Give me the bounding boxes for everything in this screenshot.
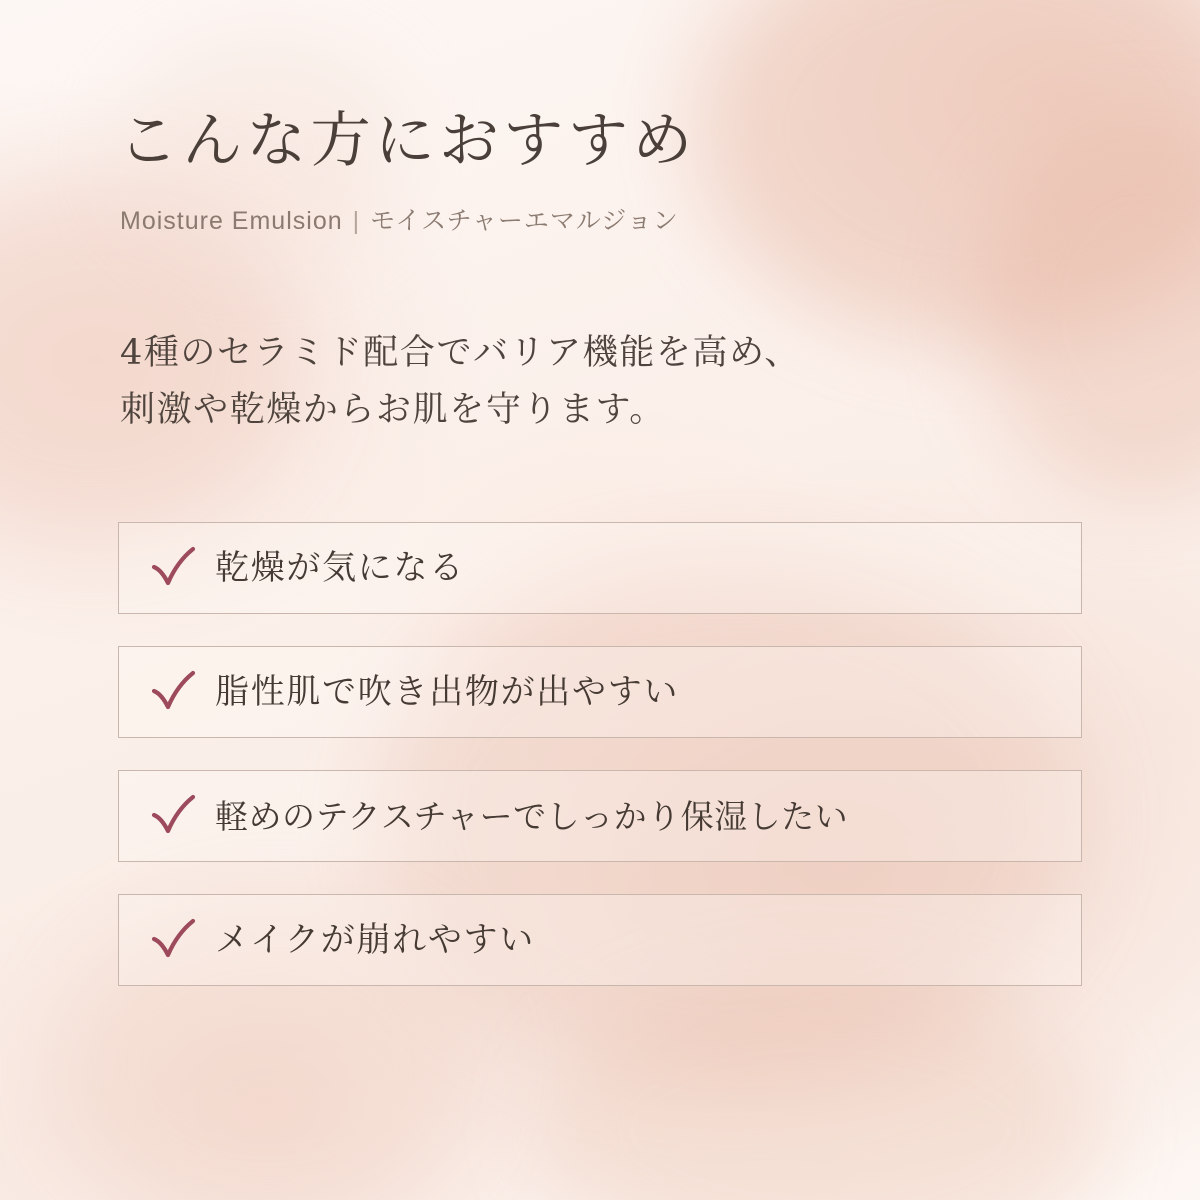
list-item[interactable] — [118, 522, 1082, 614]
check-icon — [147, 666, 199, 718]
list-item-label: メイクが崩れやすい — [215, 920, 535, 961]
list-item[interactable] — [118, 894, 1082, 986]
recommendation-list — [118, 522, 1082, 986]
page-title: こんな方におすすめ — [118, 106, 697, 176]
list-item-label: 軽めのテクスチャーでしっかり保湿したい — [215, 796, 849, 836]
list-item-label: 乾燥が気になる — [215, 548, 465, 589]
product-name-ja: モイスチャーエマルジョン — [370, 207, 679, 235]
product-subtitle — [120, 201, 1082, 237]
watercolor-blotch — [540, 980, 1100, 1200]
check-icon — [147, 914, 199, 966]
list-item[interactable] — [118, 770, 1082, 862]
product-name-en: Moisture Emulsion — [120, 207, 343, 235]
lead-line-1: 4種のセラミド配合でバリア機能を高め、 — [120, 333, 801, 373]
check-icon — [147, 790, 199, 842]
list-item[interactable] — [118, 646, 1082, 738]
subtitle-separator: | — [352, 207, 361, 235]
check-icon — [147, 542, 199, 594]
list-item-label: 脂性肌で吹き出物が出やすい — [215, 672, 680, 713]
lead-paragraph — [120, 325, 1082, 438]
lead-line-2: 刺激や乾燥からお肌を守ります。 — [120, 389, 666, 430]
